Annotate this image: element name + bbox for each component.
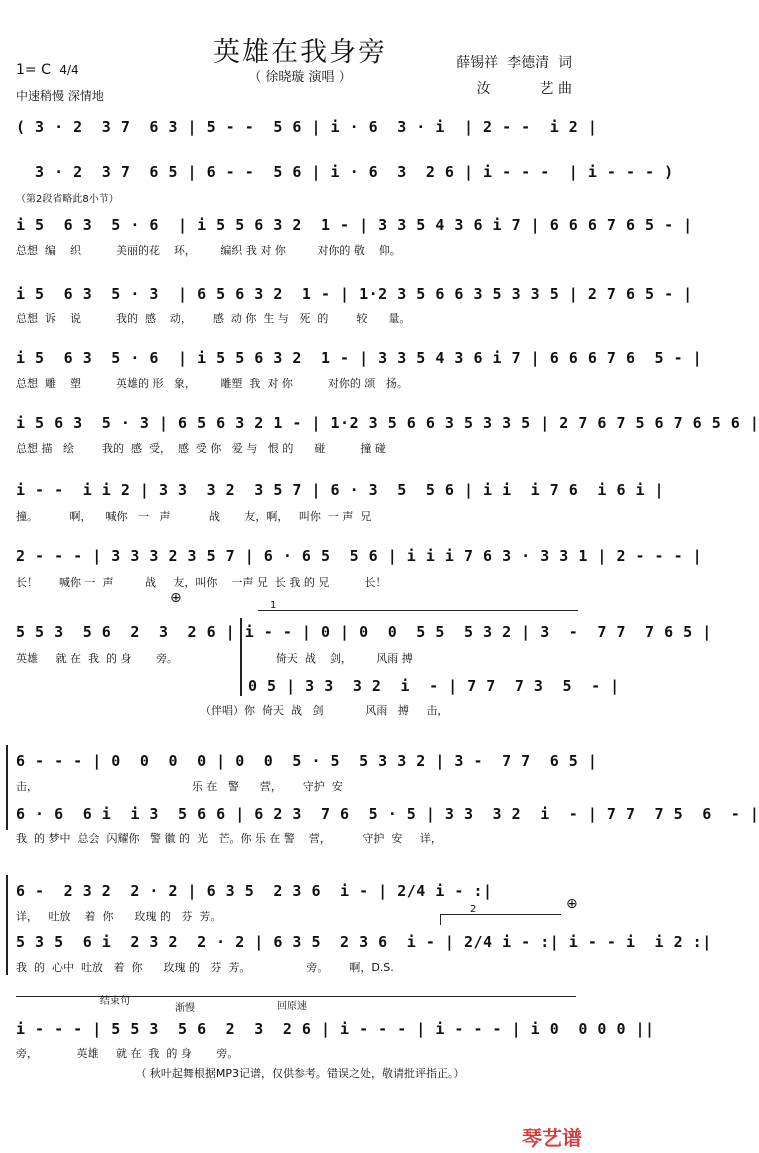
slow-label: 渐慢 <box>175 1003 195 1014</box>
score-row-11-notes: 6 - - - | 0 0 0 0 | 0 0 5 · 5 5 3 3 2 | 3 - 7 7 6 5 | <box>16 752 598 770</box>
system-bracket-2 <box>6 745 8 830</box>
song-title: 英雄在我身旁 <box>213 37 387 68</box>
ending-label: 结束句 <box>100 996 130 1007</box>
score-row-4-lyrics: 总想 诉 说 我的 感 动， 感 动 你 生 与 死 的 较 量。 <box>16 312 411 325</box>
composer-credit: 汝 艺 曲 <box>476 81 572 97</box>
score-row-5-notes: i 5 6 3 5 · 6 | i 5 5 6 3 2 1 - | 3 3 5 4 3 6 i 7 | 6 6 6 7 6 5 - | <box>16 349 703 367</box>
return-tempo-label: 回原速 <box>277 1001 307 1012</box>
volta-1-label: 1 <box>270 600 277 611</box>
score-row-12-lyrics: 我 的 梦中 总会 闪耀你 警 徽 的 光 芒。你 乐 在 警 营， 守护 安 详， <box>16 832 442 845</box>
score-row-2-notes: 3 · 2 3 7 6 5 | 6 - - 5 6 | i · 6 3 2 6 | i - - - | i - - - ) <box>16 163 674 181</box>
score-row-10-lyrics: （伴唱）你 倚天 战 剑 风雨 搏 击， <box>200 704 449 717</box>
score-row-15-lyrics: 旁， 英雄 就 在 我 的 身 旁。 <box>16 1047 239 1060</box>
score-row-13-notes: 6 - 2 3 2 2 · 2 | 6 3 5 2 3 6 i - | 2/4 i - :| <box>16 882 493 900</box>
score-row-15-notes: i - - - | 5 5 3 5 6 2 3 2 6 | i - - - | i - - - | i 0 0 0 0 || <box>16 1020 655 1038</box>
score-row-4-notes: i 5 6 3 5 · 3 | 6 5 6 3 2 1 - | 1·2 3 5 6 6 3 5 3 3 5 | 2 7 6 5 - | <box>16 285 693 303</box>
score-row-6-lyrics: 总想 描 绘 我的 感 受， 感 受 你 爱 与 恨 的 碰 撞 碰 <box>16 442 386 455</box>
score-row-9-notes: 5 5 3 5 6 2 3 2 6 | i - - | 0 | 0 0 5 5 5 3 2 | 3 - 7 7 7 6 5 | <box>16 623 712 641</box>
time-signature: 4/4 <box>59 63 79 77</box>
score-row-12-notes: 6 · 6 6 i i 3 5 6 6 | 6 2 3 7 6 5 · 5 | 3 3 3 2 i - | 7 7 7 5 6 - | <box>16 805 759 823</box>
score-row-13-lyrics: 详， 吐放 着 你 玫瑰 的 芬 芳。 <box>16 910 222 923</box>
footer-note: （ 秋叶起舞根据MP3记谱，仅供参考。错误之处，敬请批评指正。） <box>135 1067 465 1080</box>
score-row-3-lyrics: 总想 编 织 美丽的花 环， 编织 我 对 你 对你的 敬 仰。 <box>16 244 401 257</box>
tempo-marking: 中速稍慢 深情地 <box>16 89 104 103</box>
score-row-11-lyrics: 击， 乐 在 警 营， 守护 安 <box>16 780 343 793</box>
key-signature <box>16 62 79 78</box>
system-bracket <box>240 618 242 696</box>
key-label: 1= C <box>16 62 51 78</box>
score-row-7-notes: i - - i i 2 | 3 3 3 2 3 5 7 | 6 · 3 5 5 6 | i i i 7 6 i 6 i | <box>16 481 665 499</box>
score-row-3-notes: i 5 6 3 5 · 6 | i 5 5 6 3 2 1 - | 3 3 5 4 3 6 i 7 | 6 6 6 7 6 5 - | <box>16 216 693 234</box>
score-row-9-lyrics: 英雄 就 在 我 的 身 旁。 倚天 战 剑， 风雨 搏 <box>16 652 413 665</box>
score-row-2-lyrics: （第2段省略此8小节） <box>16 194 119 205</box>
score-row-6-notes: i 5 6 3 5 · 3 | 6 5 6 3 2 1 - | 1·2 3 5 6 6 3 5 3 3 5 | 2 7 6 7 5 6 7 6 5 6 | <box>16 414 759 432</box>
score-row-8-notes: 2 - - - | 3 3 3 2 3 5 7 | 6 · 6 5 5 6 | i i i 7 6 3 · 3 3 1 | 2 - - - | <box>16 547 703 565</box>
score-row-10-notes: 0 5 | 3 3 3 2 i - | 7 7 7 3 5 - | <box>248 677 620 695</box>
volta-2-bracket <box>440 914 561 925</box>
score-row-5-lyrics: 总想 雕 塑 英雄的 形 象， 雕塑 我 对 你 对你的 颂 扬。 <box>16 377 408 390</box>
score-row-14-lyrics: 我 的 心中 吐放 着 你 玫瑰 的 芬 芳。 旁。 啊，D.S. <box>16 961 394 974</box>
volta-line-1 <box>258 610 578 611</box>
coda-sign-2: ⊕ <box>566 896 578 912</box>
lyricist-credit: 薛锡祥 李德清 词 <box>456 55 572 71</box>
score-row-8-lyrics: 长！ 喊你 一 声 战 友，叫你 一声 兄 长 我 的 兄 长！ <box>16 576 387 589</box>
coda-sign: ⊕ <box>170 590 182 606</box>
score-row-14-notes: 5 3 5 6 i 2 3 2 2 · 2 | 6 3 5 2 3 6 i - | 2/4 i - :| i - - i i 2 :| <box>16 933 712 951</box>
score-row-1-notes: ( 3 · 2 3 7 6 3 | 5 - - 5 6 | i · 6 3 · i | 2 - - i 2 | <box>16 118 598 136</box>
system-bracket-3 <box>6 875 8 975</box>
brand-logo: 琴艺谱 <box>522 1126 582 1150</box>
volta-2-label: 2 <box>470 904 477 915</box>
singer-credit: （ 徐晓璇 演唱 ） <box>248 70 352 85</box>
score-row-7-lyrics: 撞。 啊， 喊你 一 声 战 友，啊， 叫你 一 声 兄 <box>16 510 372 523</box>
